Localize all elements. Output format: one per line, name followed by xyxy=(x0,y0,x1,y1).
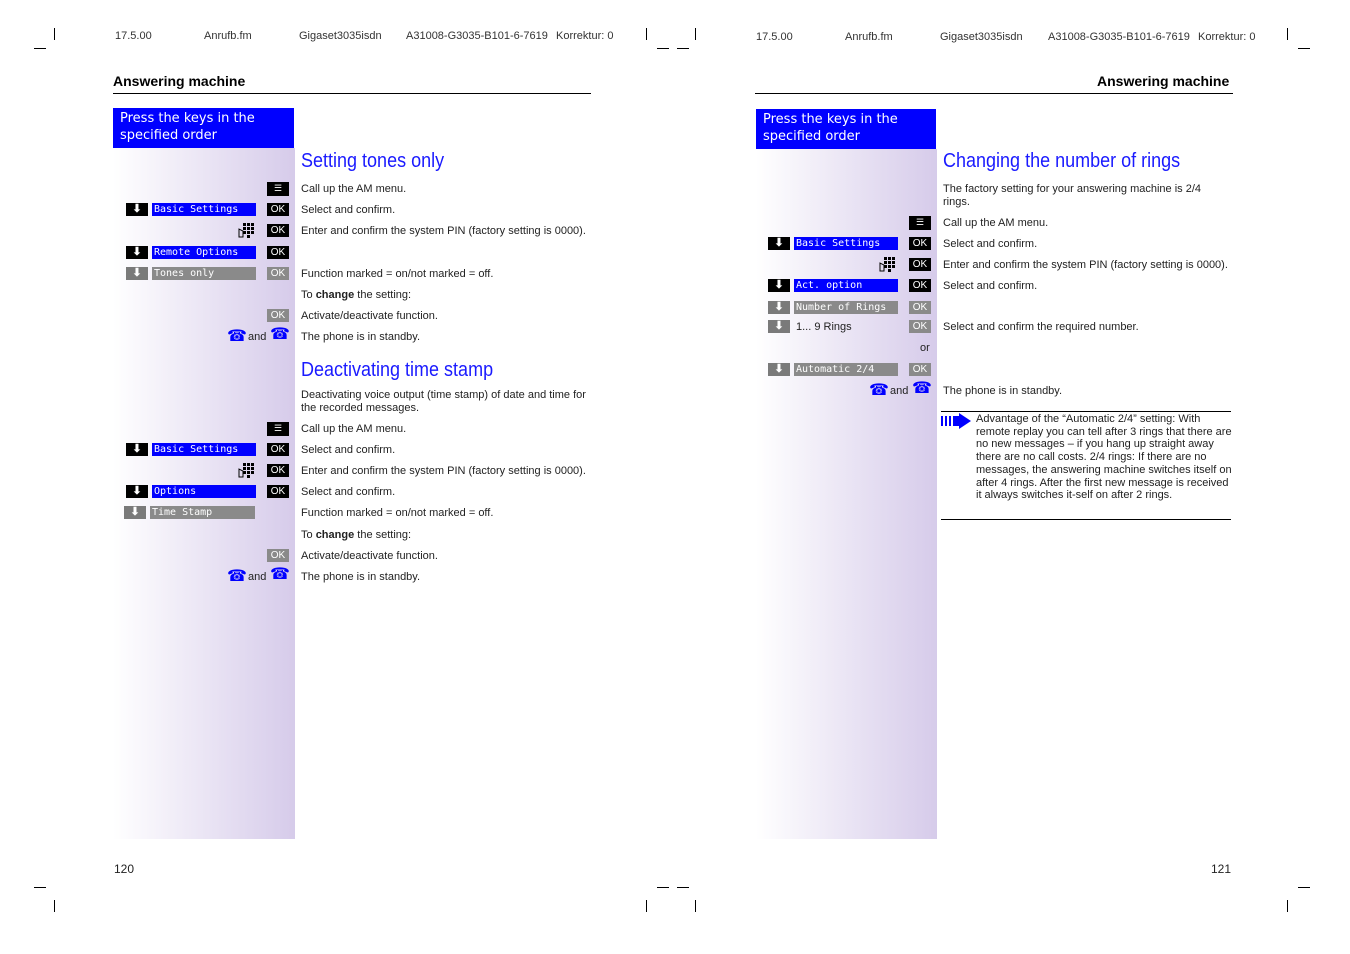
note-rule-top xyxy=(941,411,1231,412)
keypad-icon[interactable] xyxy=(237,463,255,479)
text-change: change xyxy=(315,289,355,301)
step-text: Enter and confirm the system PIN (factory setting is 0000). xyxy=(943,259,1228,271)
display-basic-settings: Basic Settings xyxy=(794,237,898,250)
ok-button[interactable]: OK xyxy=(267,549,289,562)
or-text: or xyxy=(920,342,930,354)
heading-time-stamp: Deactivating time stamp xyxy=(301,359,494,381)
ok-button[interactable]: OK xyxy=(909,237,931,250)
step-text: Select and confirm. xyxy=(301,204,396,216)
display-tones-only: Tones only xyxy=(152,267,256,280)
note-text: Advantage of the “Automatic 2/4” setting: With remote replay you can tell after 3 rings that there are no new messages – if you hang up straight away there are no call costs. 2/4 rings: If there are no messages, the answering machine switches itself on after 4 rings. After the first new message is received it always switches it-self on after 2 rings. xyxy=(976,413,1232,502)
crop-mark xyxy=(657,48,669,49)
display-automatic: Automatic 2/4 xyxy=(794,363,898,376)
step-text: Call up the AM menu. xyxy=(943,217,1049,229)
display-act-option: Act. option xyxy=(794,279,898,292)
keypad-icon[interactable] xyxy=(237,223,255,239)
text-setting: the setting: xyxy=(357,529,412,541)
crop-mark xyxy=(1298,48,1310,49)
ok-button[interactable]: OK xyxy=(909,363,931,376)
step-text: Activate/deactivate function. xyxy=(301,550,438,562)
phone-hangup-icon[interactable]: ☎ xyxy=(912,380,932,397)
display-number-of-rings: Number of Rings xyxy=(794,301,898,314)
step-text: Select and confirm. xyxy=(301,444,396,456)
down-arrow-icon[interactable]: ⬇ xyxy=(768,301,790,314)
phone-hangup-icon[interactable]: ☎ xyxy=(270,326,290,343)
crop-mark xyxy=(695,28,696,40)
heading-number-of-rings: Changing the number of rings xyxy=(943,150,1181,172)
down-arrow-icon[interactable]: ⬇ xyxy=(126,267,148,280)
ok-button[interactable]: OK xyxy=(267,443,289,456)
down-arrow-icon[interactable]: ⬇ xyxy=(768,279,790,292)
section-title: Answering machine xyxy=(113,73,246,89)
step-text: Function marked = on/not marked = off. xyxy=(301,268,494,280)
header-date: 17.5.00 xyxy=(115,30,152,42)
heading-tones-only: Setting tones only xyxy=(301,150,445,172)
note-arrow-icon xyxy=(941,413,971,429)
down-arrow-icon[interactable]: ⬇ xyxy=(768,320,790,333)
step-text: Select and confirm. xyxy=(301,486,396,498)
step-text: The phone is in standby. xyxy=(301,571,421,583)
keypad-icon[interactable] xyxy=(878,257,896,273)
step-text: Select and confirm. xyxy=(943,238,1038,250)
display-time-stamp: Time Stamp xyxy=(150,506,255,519)
phone-pickup-icon[interactable]: ☎ xyxy=(227,328,247,345)
ok-button[interactable]: OK xyxy=(267,267,289,280)
phone-pickup-icon[interactable]: ☎ xyxy=(869,382,889,399)
step-text: The phone is in standby. xyxy=(943,385,1063,397)
sidebar xyxy=(756,149,937,839)
text-setting: the setting: xyxy=(357,289,412,301)
step-text xyxy=(301,289,411,302)
instruction-banner: Press the keys in the specified order xyxy=(113,108,294,148)
note-rule-bottom xyxy=(941,519,1231,520)
intro-text: The factory setting for your answering machine is 2/4 rings. xyxy=(943,183,1202,208)
rings-range: 1... 9 Rings xyxy=(796,321,852,333)
step-text: Enter and confirm the system PIN (factory setting is 0000). xyxy=(301,465,586,477)
header-correction: Korrektur: 0 xyxy=(556,30,614,42)
and-text: and xyxy=(248,331,267,343)
text-to: To xyxy=(301,289,313,301)
header-correction: Korrektur: 0 xyxy=(1198,31,1256,43)
step-text: Function marked = on/not marked = off. xyxy=(301,507,494,519)
header-date: 17.5.00 xyxy=(756,31,793,43)
down-arrow-icon[interactable]: ⬇ xyxy=(124,506,146,519)
down-arrow-icon[interactable]: ⬇ xyxy=(126,485,148,498)
ok-button[interactable]: OK xyxy=(267,485,289,498)
down-arrow-icon[interactable]: ⬇ xyxy=(126,246,148,259)
ok-button[interactable]: OK xyxy=(267,464,289,477)
page-number: 121 xyxy=(1211,862,1232,876)
crop-mark xyxy=(1298,887,1310,888)
and-text: and xyxy=(248,571,267,583)
display-basic-settings: Basic Settings xyxy=(152,443,256,456)
down-arrow-icon[interactable]: ⬇ xyxy=(768,237,790,250)
step-text: Call up the AM menu. xyxy=(301,183,407,195)
crop-mark xyxy=(1287,28,1288,40)
crop-mark xyxy=(34,887,46,888)
crop-mark xyxy=(54,28,55,40)
step-text: The phone is in standby. xyxy=(301,331,421,343)
phone-pickup-icon[interactable]: ☎ xyxy=(227,568,247,585)
ok-button[interactable]: OK xyxy=(909,320,931,333)
ok-button[interactable]: OK xyxy=(267,224,289,237)
header-docnum: A31008-G3035-B101-6-7619 xyxy=(1048,31,1190,43)
crop-mark xyxy=(695,900,696,912)
phone-hangup-icon[interactable]: ☎ xyxy=(270,566,290,583)
crop-mark xyxy=(646,900,647,912)
section-rule xyxy=(113,93,591,94)
header-file: Anrufb.fm xyxy=(845,31,893,43)
section-rule xyxy=(755,93,1233,94)
step-text: Call up the AM menu. xyxy=(301,423,407,435)
text-to: To xyxy=(301,529,313,541)
crop-mark xyxy=(1287,900,1288,912)
page-number: 120 xyxy=(114,862,135,876)
crop-mark xyxy=(34,48,46,49)
step-text: Activate/deactivate function. xyxy=(301,310,438,322)
and-text: and xyxy=(890,385,909,397)
crop-mark xyxy=(54,900,55,912)
crop-mark xyxy=(646,28,647,40)
ok-button[interactable]: OK xyxy=(267,246,289,259)
menu-icon[interactable]: ☰ xyxy=(267,422,289,436)
menu-icon[interactable]: ☰ xyxy=(267,182,289,196)
crop-mark xyxy=(677,48,689,49)
crop-mark xyxy=(657,887,669,888)
crop-mark xyxy=(677,887,689,888)
display-remote-options: Remote Options xyxy=(152,246,256,259)
ok-button[interactable]: OK xyxy=(267,203,289,216)
header-product: Gigaset3035isdn xyxy=(299,30,382,42)
down-arrow-icon[interactable]: ⬇ xyxy=(126,203,148,216)
display-basic-settings: Basic Settings xyxy=(152,203,256,216)
menu-icon[interactable]: ☰ xyxy=(909,216,931,230)
display-options: Options xyxy=(152,485,256,498)
step-text xyxy=(301,529,411,542)
step-text: Enter and confirm the system PIN (factory setting is 0000). xyxy=(301,225,586,237)
intro-text: Deactivating voice output (time stamp) of date and time for the recorded messages. xyxy=(301,389,586,414)
down-arrow-icon[interactable]: ⬇ xyxy=(126,443,148,456)
ok-button[interactable]: OK xyxy=(909,301,931,314)
step-text: Select and confirm. xyxy=(943,280,1038,292)
ok-button[interactable]: OK xyxy=(909,258,931,271)
ok-button[interactable]: OK xyxy=(267,309,289,322)
ok-button[interactable]: OK xyxy=(909,279,931,292)
section-title: Answering machine xyxy=(1097,73,1230,89)
header-file: Anrufb.fm xyxy=(204,30,252,42)
instruction-banner: Press the keys in the specified order xyxy=(756,109,936,149)
step-text: Select and confirm the required number. xyxy=(943,321,1139,333)
text-change: change xyxy=(315,529,355,541)
down-arrow-icon[interactable]: ⬇ xyxy=(768,363,790,376)
header-docnum: A31008-G3035-B101-6-7619 xyxy=(406,30,548,42)
header-product: Gigaset3035isdn xyxy=(940,31,1023,43)
